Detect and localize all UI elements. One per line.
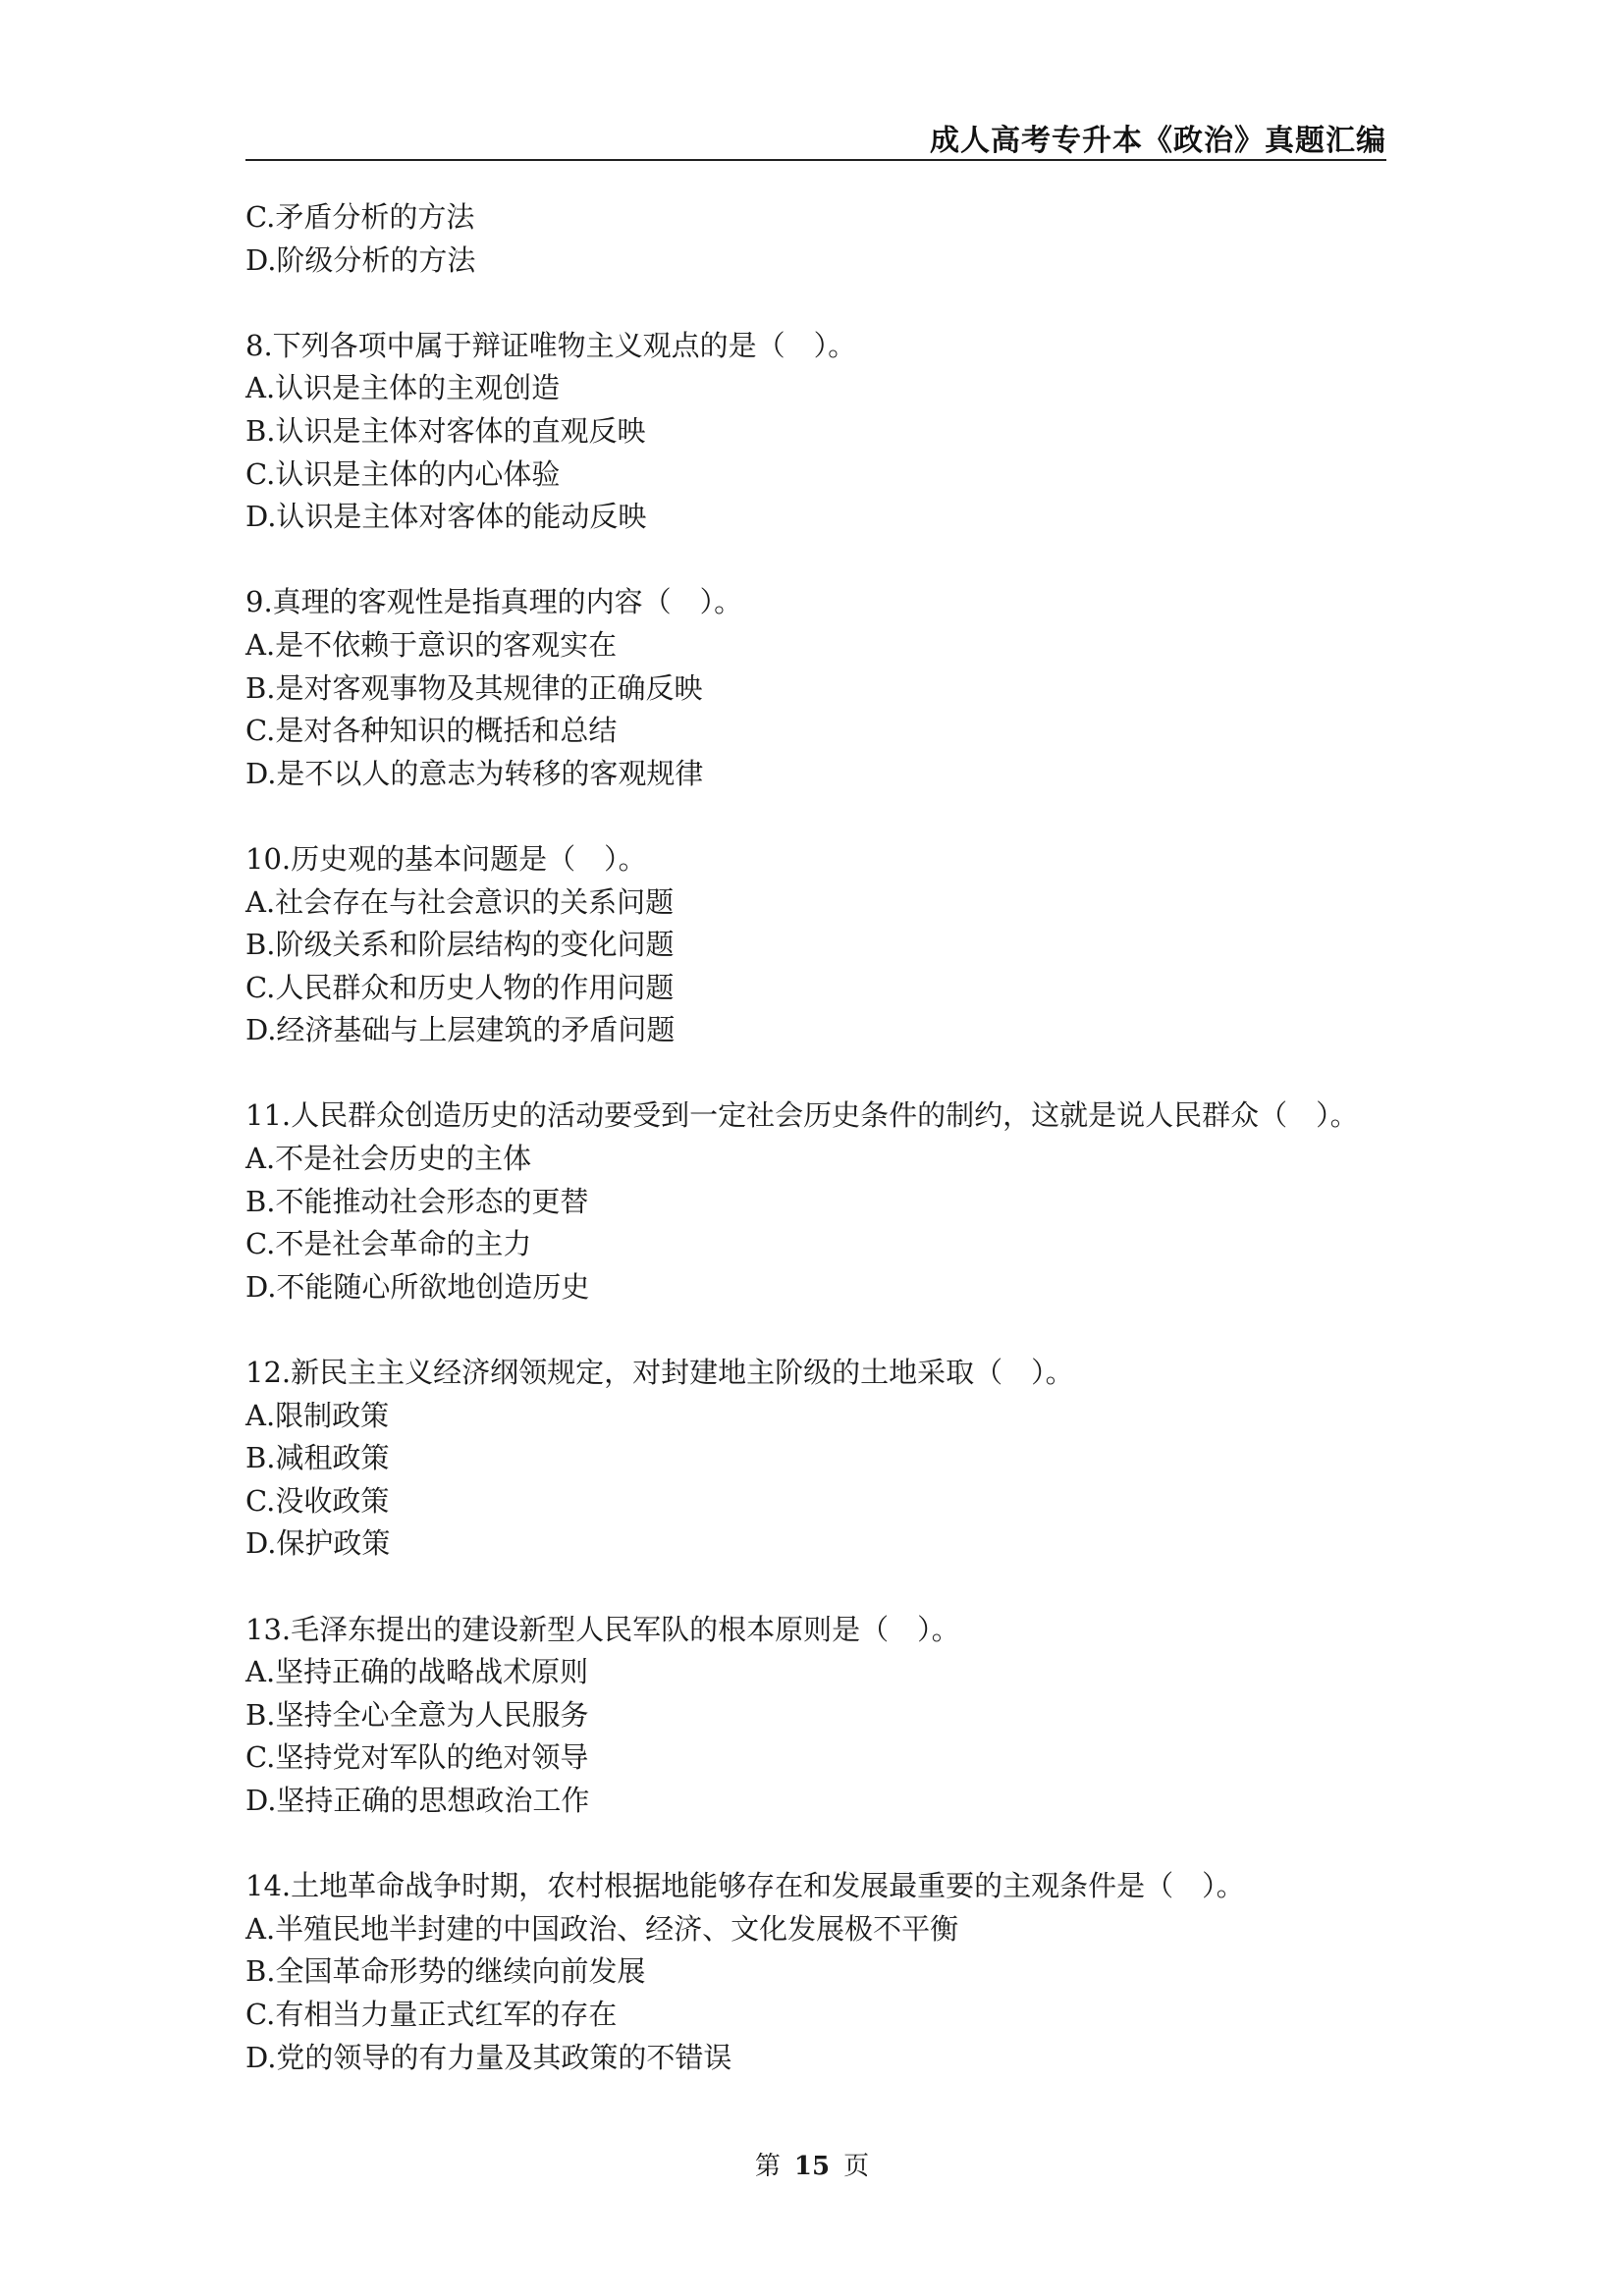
- question-block: [245, 1865, 1384, 2079]
- header-divider: [245, 159, 1386, 161]
- question-stem: 9.真理的客观性是指真理的内容（ ）。: [245, 585, 743, 619]
- answer-option: C.是对各种知识的概括和总结: [245, 714, 618, 748]
- answer-option: D.党的领导的有力量及其政策的不错误: [245, 2040, 732, 2074]
- answer-option: A.坚持正确的战略战术原则: [245, 1655, 589, 1689]
- header-title: 成人高考专升本《政治》真题汇编: [930, 124, 1386, 158]
- footer-suffix: 页: [843, 2152, 870, 2181]
- answer-option: C.矛盾分析的方法: [245, 200, 475, 234]
- answer-option: C.坚持党对军队的绝对领导: [245, 1740, 589, 1775]
- question-block: [245, 581, 1384, 795]
- question-stem: 10.历史观的基本问题是（ ）。: [245, 841, 647, 876]
- footer-prefix: 第: [754, 2152, 781, 2181]
- answer-option: A.社会存在与社会意识的关系问题: [245, 884, 675, 919]
- question-block: [245, 838, 1384, 1052]
- page-footer: [0, 2146, 1624, 2182]
- answer-option: C.没收政策: [245, 1483, 390, 1518]
- answer-option: C.有相当力量正式红军的存在: [245, 1997, 618, 2031]
- answer-option: D.认识是主体对客体的能动反映: [245, 500, 647, 534]
- question-block: [245, 1095, 1384, 1308]
- answer-option: B.全国革命形势的继续向前发展: [245, 1954, 646, 1989]
- answer-option: B.减租政策: [245, 1441, 390, 1475]
- answer-option: C.认识是主体的内心体验: [245, 456, 561, 491]
- answer-option: B.阶级关系和阶层结构的变化问题: [245, 928, 675, 962]
- answer-option: A.不是社会历史的主体: [245, 1142, 532, 1176]
- answer-option: D.不能随心所欲地创造历史: [245, 1269, 590, 1304]
- answer-option: D.经济基础与上层建筑的矛盾问题: [245, 1013, 676, 1047]
- answer-option: D.保护政策: [245, 1526, 391, 1561]
- answer-option: B.是对客观事物及其规律的正确反映: [245, 670, 703, 705]
- answer-option: A.认识是主体的主观创造: [245, 371, 561, 405]
- answer-option: C.不是社会革命的主力: [245, 1227, 532, 1261]
- question-stem: 11.人民群众创造历史的活动要受到一定社会历史条件的制约，这就是说人民群众（ ）。: [245, 1098, 1359, 1133]
- answer-option: A.是不依赖于意识的客观实在: [245, 627, 618, 662]
- question-stem: 13.毛泽东提出的建设新型人民军队的根本原则是（ ）。: [245, 1612, 960, 1646]
- answer-option: B.认识是主体对客体的直观反映: [245, 413, 646, 448]
- answer-option: D.阶级分析的方法: [245, 242, 476, 277]
- question-block: [245, 1609, 1384, 1823]
- question-stem: 12.新民主主义经济纲领规定，对封建地主阶级的土地采取（ ）。: [245, 1356, 1074, 1390]
- page-number: 15: [793, 2152, 831, 2181]
- answer-option: D.是不以人的意志为转移的客观规律: [245, 756, 704, 790]
- question-stem: 14.土地革命战争时期，农村根据地能够存在和发展最重要的主观条件是（ ）。: [245, 1869, 1245, 1903]
- answer-option: B.不能推动社会形态的更替: [245, 1184, 589, 1218]
- answer-option: B.坚持全心全意为人民服务: [245, 1697, 589, 1732]
- question-block: [245, 325, 1384, 539]
- answer-option: C.人民群众和历史人物的作用问题: [245, 970, 675, 1004]
- question-block: [245, 1352, 1384, 1566]
- answer-option: D.坚持正确的思想政治工作: [245, 1783, 590, 1817]
- question-stem: 8.下列各项中属于辩证唯物主义观点的是（ ）。: [245, 328, 857, 362]
- question-block: [245, 196, 1384, 282]
- question-list: [245, 196, 1384, 2122]
- answer-option: A.限制政策: [245, 1398, 390, 1432]
- answer-option: A.半殖民地半封建的中国政治、经济、文化发展极不平衡: [245, 1911, 959, 1946]
